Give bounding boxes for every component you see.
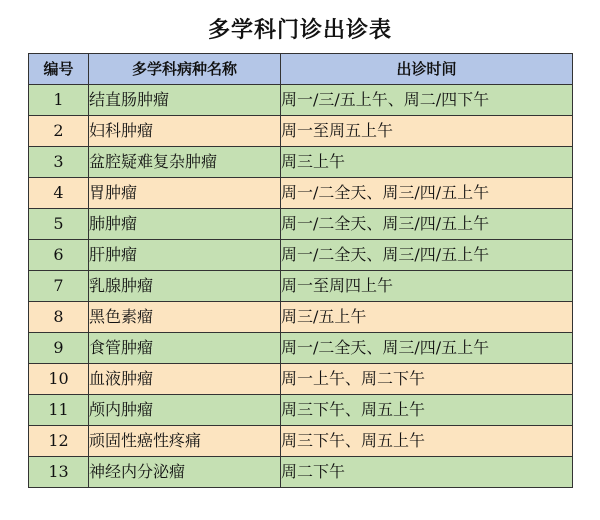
- row-number: 13: [29, 457, 89, 488]
- row-time: 周二下午: [281, 457, 573, 488]
- row-disease: 肝肿瘤: [89, 240, 281, 271]
- row-time: 周一/二全天、周三/四/五上午: [281, 240, 573, 271]
- row-disease: 结直肠肿瘤: [89, 85, 281, 116]
- row-time: 周一/三/五上午、周二/四下午: [281, 85, 573, 116]
- row-time: 周三下午、周五上午: [281, 395, 573, 426]
- row-time: 周一至周五上午: [281, 116, 573, 147]
- row-number: 9: [29, 333, 89, 364]
- row-disease: 妇科肿瘤: [89, 116, 281, 147]
- table-row: [29, 395, 573, 426]
- table-row: [29, 209, 573, 240]
- table-row: [29, 457, 573, 488]
- table-row: [29, 240, 573, 271]
- table-row: [29, 333, 573, 364]
- row-disease: 胃肿瘤: [89, 178, 281, 209]
- page-title: 多学科门诊出诊表: [207, 18, 392, 43]
- row-disease: 食管肿瘤: [89, 333, 281, 364]
- row-disease: 顽固性癌性疼痛: [89, 426, 281, 457]
- row-time: 周一/二全天、周三/四/五上午: [281, 178, 573, 209]
- row-number: 1: [29, 85, 89, 116]
- table-row: [29, 116, 573, 147]
- row-number: 8: [29, 302, 89, 333]
- table-row: [29, 426, 573, 457]
- row-time: 周一/二全天、周三/四/五上午: [281, 209, 573, 240]
- row-disease: 神经内分泌瘤: [89, 457, 281, 488]
- row-disease: 血液肿瘤: [89, 364, 281, 395]
- row-disease: 乳腺肿瘤: [89, 271, 281, 302]
- row-time: 周三上午: [281, 147, 573, 178]
- row-number: 4: [29, 178, 89, 209]
- row-number: 3: [29, 147, 89, 178]
- table-row: [29, 364, 573, 395]
- row-number: 11: [29, 395, 89, 426]
- row-number: 6: [29, 240, 89, 271]
- row-time: 周三下午、周五上午: [281, 426, 573, 457]
- row-number: 2: [29, 116, 89, 147]
- row-time: 周一至周四上午: [281, 271, 573, 302]
- row-time: 周一/二全天、周三/四/五上午: [281, 333, 573, 364]
- row-time: 周三/五上午: [281, 302, 573, 333]
- column-header-number: 编号: [29, 54, 89, 85]
- table-row: [29, 271, 573, 302]
- row-disease: 盆腔疑难复杂肿瘤: [89, 147, 281, 178]
- row-number: 5: [29, 209, 89, 240]
- column-header-time: 出诊时间: [281, 54, 573, 85]
- table-row: [29, 178, 573, 209]
- row-number: 10: [29, 364, 89, 395]
- table-header-row: [29, 54, 573, 85]
- row-disease: 颅内肿瘤: [89, 395, 281, 426]
- row-disease: 肺肿瘤: [89, 209, 281, 240]
- table-row: [29, 147, 573, 178]
- row-disease: 黑色素瘤: [89, 302, 281, 333]
- table-row: [29, 302, 573, 333]
- row-number: 7: [29, 271, 89, 302]
- row-number: 12: [29, 426, 89, 457]
- row-time: 周一上午、周二下午: [281, 364, 573, 395]
- table-row: [29, 85, 573, 116]
- clinic-schedule-table: [28, 53, 573, 488]
- column-header-disease: 多学科病种名称: [89, 54, 281, 85]
